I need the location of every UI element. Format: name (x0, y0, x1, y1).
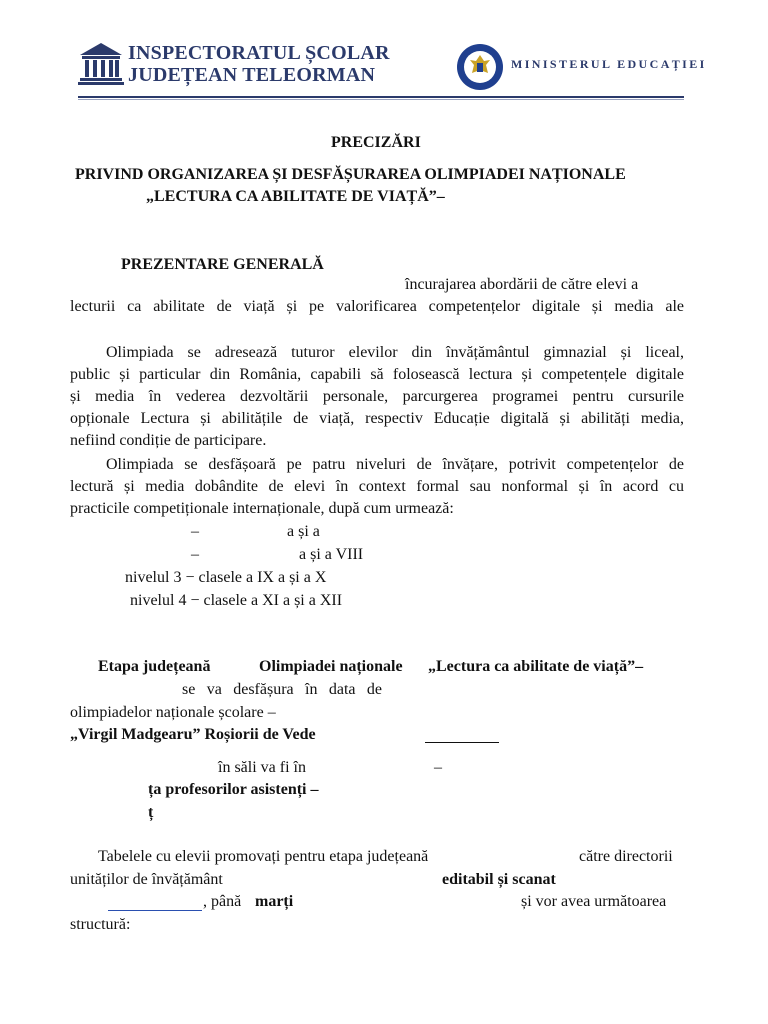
tabele-line1a: Tabelele cu elevii promovați pentru etapa județeană (98, 848, 429, 865)
document-subtitle-line1: PRIVIND ORGANIZAREA ȘI DESFĂȘURAREA OLIMPIADEI NAȚIONALE (75, 166, 626, 183)
etapa-olympiad: Olimpiadei naționale (259, 658, 403, 675)
etapa-date-line: se va desfășura în data de (182, 681, 382, 698)
paragraph1-line1: încurajarea abordării de către elevi a (405, 276, 639, 293)
etapa-line3: olimpiadelor naționale școlare – (70, 704, 276, 721)
etapa-rooms-dash: – (434, 759, 442, 776)
blank-field-underline (425, 742, 499, 743)
tabele-line2b: editabil și scanat (442, 871, 556, 888)
document-title: PRECIZĂRI (331, 134, 421, 151)
tabele-line1b: către directorii (579, 848, 673, 865)
paragraph3-line2: lectură și media dobândite de elevi în context formal sau nonformal și în acord cu (70, 478, 684, 495)
paragraph2-line4: opționale Lectura și abilitățile de viață, respectiv Educație digitală și abilități media, (70, 410, 684, 427)
paragraph2-line1: Olimpiada se adresează tuturor elevilor din învățământul gimnazial și liceal, (106, 344, 684, 361)
tabele-deadline-day: marți (255, 893, 294, 910)
paragraph3-line3: practicile competiționale internaționale, după cum urmează: (70, 500, 454, 517)
email-field-underline[interactable] (108, 910, 202, 911)
tabele-line2a: unităților de învățământ (70, 871, 223, 888)
etapa-school-name: „Virgil Madgearu” Roșiorii de Vede (70, 726, 316, 743)
header-divider (78, 96, 684, 98)
header-ministry-title: MINISTERUL EDUCAȚIEI (511, 57, 707, 71)
paragraph2-line5: nefiind condiție de participare. (70, 432, 267, 449)
level4-text: nivelul 4 − clasele a XI a și a XII (130, 592, 343, 609)
paragraph2-line3: și media în vederea dezvoltării personale, parcurgerea programei pentru cursurile (70, 388, 684, 405)
paragraph1-line2: lecturii ca abilitate de viață și pe valorificarea competențelor digitale și media ale (70, 298, 684, 315)
government-seal-icon (456, 43, 504, 91)
tabele-line4: structură: (70, 916, 131, 933)
tabele-line3a: , până (203, 893, 242, 910)
etapa-assistant-teachers: ța profesorilor asistenți – (148, 781, 319, 798)
header-institution-line1: INSPECTORATUL ȘCOLAR (128, 42, 390, 64)
level2-dash: – (191, 546, 199, 563)
etapa-label: Etapa județeană (98, 658, 211, 675)
etapa-olympiad-name: „Lectura ca abilitate de viață”– (428, 658, 644, 675)
header-institution-line2: JUDEȚEAN TELEORMAN (128, 64, 376, 86)
institution-building-icon (78, 40, 124, 86)
level2-text: a și a VIII (299, 546, 364, 563)
level3-text: nivelul 3 − clasele a IX a și a X (125, 569, 327, 586)
header-divider-thin (78, 99, 684, 100)
etapa-rooms-line: în săli va fi în (218, 759, 306, 776)
document-subtitle-line2: „LECTURA CA ABILITATE DE VIAȚĂ”– (146, 188, 445, 205)
level1-dash: – (191, 523, 199, 540)
level1-text: a și a (287, 523, 320, 540)
section-heading-general: PREZENTARE GENERALĂ (121, 256, 324, 273)
paragraph2-line2: public și particular din România, capabili să folosească lectura și competențele digitale (70, 366, 684, 383)
tabele-line3c: și vor avea următoarea (521, 893, 667, 910)
paragraph3-line1: Olimpiada se desfășoară pe patru niveluri de învățare, potrivit competențelor de (106, 456, 684, 473)
etapa-line7: ț (148, 804, 154, 821)
